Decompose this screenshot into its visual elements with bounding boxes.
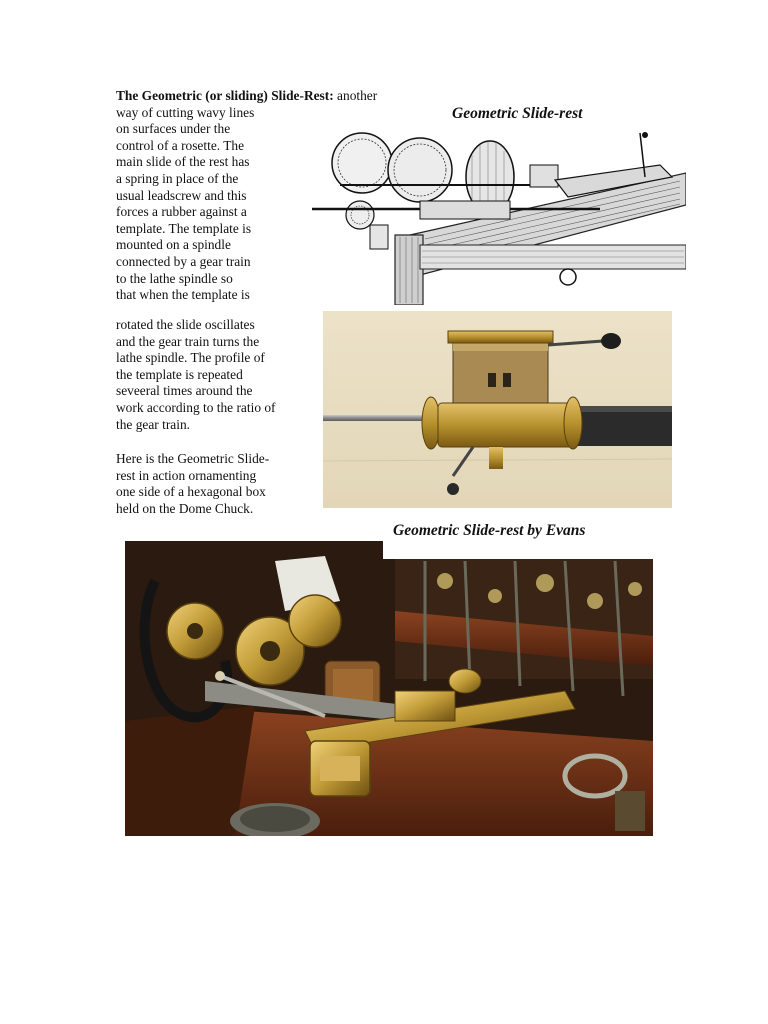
intro-heading: The Geometric (or sliding) Slide-Rest: [116, 88, 334, 103]
action-paragraph [116, 451, 316, 517]
intro-line: to the lathe spindle so [116, 270, 233, 286]
continuation-line: and the gear train turns the [116, 333, 260, 349]
action-line: rest in action ornamenting [116, 467, 257, 483]
lathe-in-action-photo-icon [125, 541, 653, 836]
intro-line: template. The template is [116, 220, 252, 236]
intro-line: mounted on a spindle [116, 237, 231, 253]
geometric-slide-rest-engraving-icon [300, 125, 686, 305]
intro-line: on surfaces under the [116, 121, 231, 137]
intro-line: usual leadscrew and this [116, 187, 247, 203]
continuation-line: lathe spindle. The profile of [116, 350, 265, 366]
action-line: one side of a hexagonal box [116, 484, 266, 500]
workshop-photo-figure [125, 541, 653, 836]
intro-line: a spring in place of the [116, 170, 239, 186]
continuation-paragraph [116, 317, 316, 433]
action-line: Here is the Geometric Slide- [116, 451, 270, 466]
continuation-line: the template is repeated [116, 366, 243, 382]
engraving-figure [300, 125, 686, 305]
intro-first-line-rest: another [333, 88, 378, 103]
intro-line: forces a rubber against a [116, 204, 247, 220]
intro-line: control of a rosette. The [116, 137, 245, 153]
engraving-caption: Geometric Slide-rest [452, 105, 583, 122]
intro-line: that when the template is [116, 287, 250, 303]
continuation-line: seveeral times around the [116, 383, 253, 399]
intro-line: connected by a gear train [116, 253, 251, 269]
evans-caption: Geometric Slide-rest by Evans [393, 522, 586, 539]
intro-line: main slide of the rest has [116, 154, 250, 170]
action-line: held on the Dome Chuck. [116, 500, 254, 516]
intro-line: way of cutting wavy lines [116, 104, 255, 120]
intro-first-line [116, 88, 436, 105]
continuation-line: rotated the slide oscillates [116, 317, 255, 332]
brass-photo-figure [323, 311, 672, 508]
continuation-line: work according to the ratio of [116, 399, 276, 415]
slide-rest-photo-icon [323, 311, 672, 508]
continuation-line: the gear train. [116, 416, 190, 432]
